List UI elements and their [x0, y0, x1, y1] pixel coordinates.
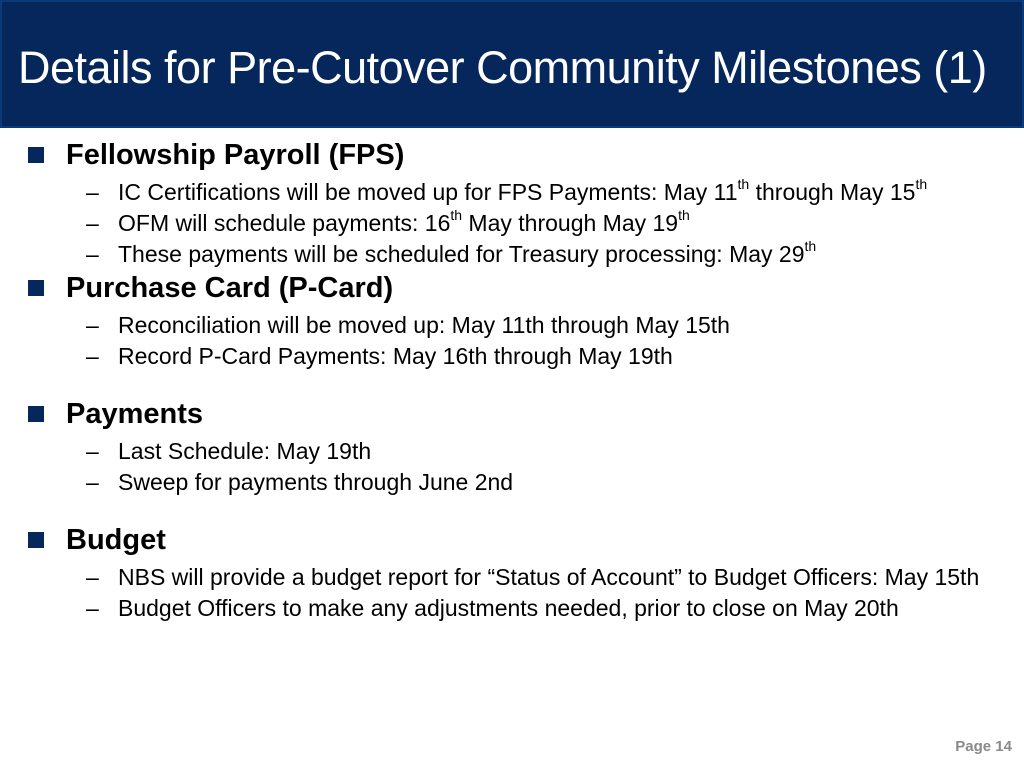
list-item [28, 314, 1008, 336]
section-heading [28, 138, 1008, 172]
item-text: OFM will schedule payments: 16 [118, 210, 451, 236]
list-item [28, 471, 1008, 493]
section-heading [28, 397, 1008, 431]
dash-bullet-icon: – [86, 210, 99, 236]
list-item [28, 440, 1008, 462]
item-text: May through May 19 [462, 210, 679, 236]
dash-bullet-icon: – [86, 241, 99, 267]
list-item [28, 207, 1008, 236]
superscript: th [915, 176, 928, 193]
slide-title: Details for Pre-Cutover Community Milestones (1) [18, 42, 987, 93]
section-heading [28, 271, 1008, 305]
item-text: These payments will be scheduled for Treasury processing: May 29 [118, 241, 805, 267]
dash-bullet-icon: – [86, 595, 99, 621]
item-text: Last Schedule: May 19th [118, 438, 372, 464]
superscript: th [450, 207, 463, 224]
dash-bullet-icon: – [86, 312, 99, 338]
heading-text: Purchase Card (P-Card) [66, 272, 394, 304]
item-text: Sweep for payments through June 2nd [118, 469, 514, 495]
superscript: th [678, 207, 690, 224]
list-item [28, 597, 1008, 619]
item-text: NBS will provide a budget report for “Status of Account” to Budget Officers: May 15th [118, 564, 980, 590]
heading-text: Fellowship Payroll (FPS) [66, 139, 405, 171]
section-payments [28, 397, 1008, 493]
section-fellowship-payroll [28, 138, 1008, 265]
superscript: th [737, 176, 750, 193]
dash-bullet-icon: – [86, 469, 99, 495]
item-text: IC Certifications will be moved up for FPS Payments: May 11 [118, 179, 738, 205]
section-purchase-card [28, 271, 1008, 367]
heading-text: Payments [66, 398, 204, 430]
list-item [28, 176, 1008, 205]
superscript: th [804, 238, 817, 255]
title-bar [0, 0, 1024, 128]
dash-bullet-icon: – [86, 179, 99, 205]
item-text: Record P-Card Payments: May 16th through May 19th [118, 343, 673, 369]
item-text: through May 15 [749, 179, 916, 205]
sub-list [28, 176, 1008, 267]
heading-text: Budget [66, 524, 166, 556]
section-heading [28, 523, 1008, 557]
page-number: Page 14 [955, 738, 1012, 755]
square-bullet-icon [28, 147, 44, 163]
list-item [28, 566, 1008, 588]
list-item [28, 345, 1008, 367]
square-bullet-icon [28, 280, 44, 296]
item-text: Reconciliation will be moved up: May 11th through May 15th [118, 312, 730, 338]
dash-bullet-icon: – [86, 564, 99, 590]
dash-bullet-icon: – [86, 343, 99, 369]
dash-bullet-icon: – [86, 438, 99, 464]
section-budget [28, 523, 1008, 619]
square-bullet-icon [28, 532, 44, 548]
list-item [28, 238, 1008, 267]
sub-list [28, 314, 1008, 367]
slide-content [28, 138, 1008, 619]
sub-list [28, 566, 1008, 619]
item-text: Budget Officers to make any adjustments needed, prior to close on May 20th [118, 595, 899, 621]
square-bullet-icon [28, 406, 44, 422]
sub-list [28, 440, 1008, 493]
